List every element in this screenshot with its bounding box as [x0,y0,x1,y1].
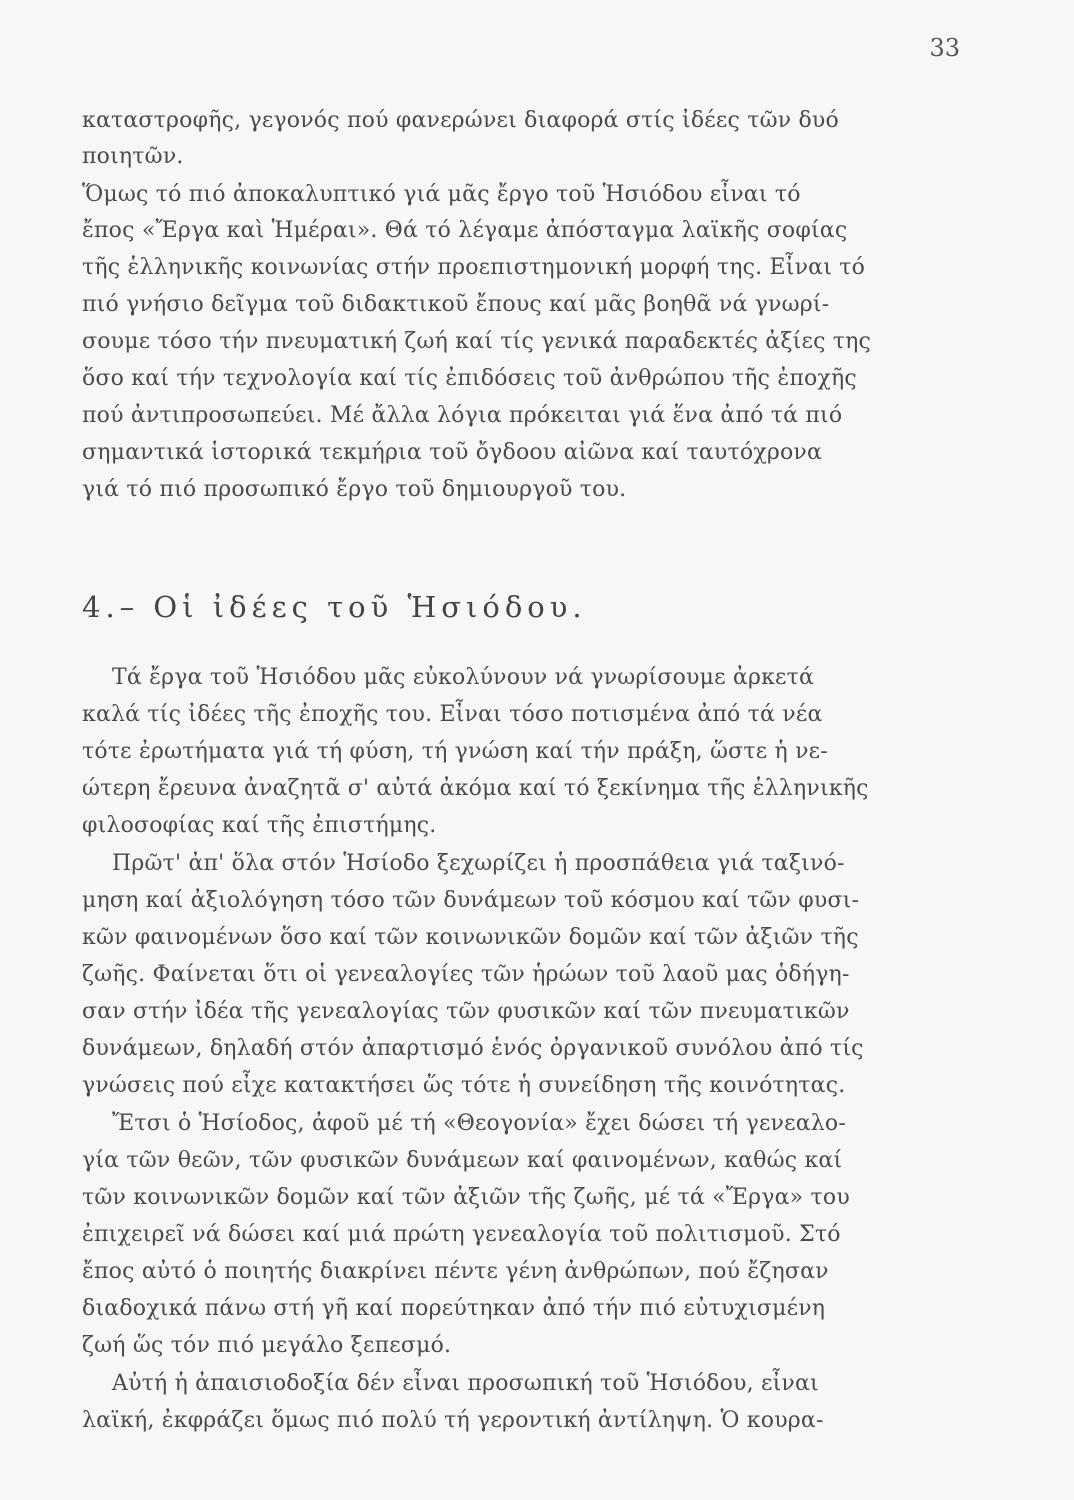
text-line: ζωή ὥς τόν πιό μεγάλο ξεπεσμό. [82,1333,452,1358]
text-line: σαν στήν ἰδέα τῆς γενεαλογίας τῶν φυσικῶν καί τῶν πνευματικῶν [82,999,850,1024]
text-line: γία τῶν θεῶν, τῶν φυσικῶν δυνάμεων καί φαινομένων, καθώς καί [82,1148,843,1173]
text-line: διαδοχικά πάνω στή γῆ καί πορεύτηκαν ἀπό τήν πιό εὐτυχισμένη [82,1296,826,1321]
text-line: σημαντικά ἱστορικά τεκμήρια τοῦ ὄγδοου αἰῶνα καί ταυτόχρονα [82,440,823,465]
text-line: γιά τό πιό προσωπικό ἔργο τοῦ δημιουργοῦ του. [82,477,627,502]
page-number: 33 [929,34,960,62]
text-line: ζωῆς. Φαίνεται ὅτι οἱ γενεαλογίες τῶν ἡρώων τοῦ λαοῦ μας ὁδήγη- [82,962,850,987]
text-line: Ἔτσι ὁ Ἡσίοδος, ἀφοῦ μέ τή «Θεογονία» ἔχει δώσει τή γενεαλο- [112,1111,847,1136]
text-line: τῶν κοινωνικῶν δομῶν καί τῶν ἀξιῶν τῆς ζωῆς, μέ τά «Ἔργα» του [82,1185,850,1210]
text-line: σουμε τόσο τήν πνευματική ζωή καί τίς γενικά παραδεκτές ἀξίες της [82,329,872,354]
text-line: καταστροφῆς, γεγονός πού φανερώνει διαφορά στίς ἰδέες τῶν δυό [82,108,839,133]
text-line: μηση καί ἀξιολόγηση τόσο τῶν δυνάμεων τοῦ κόσμου καί τῶν φυσι- [82,888,860,913]
text-line: ἔπος «Ἔργα καὶ Ἡμέραι». Θά τό λέγαμε ἀπόσταγμα λαϊκῆς σοφίας [82,218,848,243]
text-line: πού ἀντιπροσωπεύει. Μέ ἄλλα λόγια πρόκειται γιά ἕνα ἀπό τά πιό [82,403,843,428]
text-line: Αὐτή ἡ ἀπαισιοδοξία δέν εἶναι προσωπική τοῦ Ἡσιόδου, εἶναι [112,1371,819,1396]
text-line: γνώσεις πού εἶχε κατακτήσει ὥς τότε ἡ συνείδηση τῆς κοινότητας. [82,1073,846,1098]
text-line: φιλοσοφίας καί τῆς ἐπιστήμης. [82,813,437,838]
text-line: τότε ἐρωτήματα γιά τή φύση, τή γνώση καί τήν πράξη, ὥστε ἡ νε- [82,739,828,764]
text-line: ὅσο καί τήν τεχνολογία καί τίς ἐπιδόσεις τοῦ ἀνθρώπου τῆς ἐποχῆς [82,366,857,391]
text-line: κῶν φαινομένων ὅσο καί τῶν κοινωνικῶν δομῶν καί τῶν ἀξιῶν τῆς [82,925,859,950]
text-line: ώτερη ἔρευνα ἀναζητᾶ σ' αὐτά ἀκόμα καί τό ξεκίνημα τῆς ἑλληνικῆς [82,776,869,801]
text-line: καλά τίς ἰδέες τῆς ἐποχῆς του. Εἶναι τόσο ποτισμένα ἀπό τά νέα [82,702,823,727]
text-line: Πρῶτ' ἀπ' ὅλα στόν Ἡσίοδο ξεχωρίζει ἡ προσπάθεια γιά ταξινό- [112,851,845,876]
text-line: ποιητῶν. [82,144,184,169]
text-line: δυνάμεων, δηλαδή στόν ἀπαρτισμό ἑνός ὀργανικοῦ συνόλου ἀπό τίς [82,1036,864,1061]
section-heading: 4.– Οἱ ἰδέες τοῦ Ἡσιόδου. [82,590,587,624]
text-line: τῆς ἑλληνικῆς κοινωνίας στήν προεπιστημονική μορφή της. Εἶναι τό [82,255,866,280]
text-line: Ὅμως τό πιό ἀποκαλυπτικό γιά μᾶς ἔργο τοῦ Ἡσιόδου εἶναι τό [82,182,801,207]
text-line: Τά ἔργα τοῦ Ἡσιόδου μᾶς εὐκολύνουν νά γνωρίσουμε ἀρκετά [112,665,815,690]
text-line: ἔπος αὐτό ὁ ποιητής διακρίνει πέντε γένη ἀνθρώπων, πού ἔζησαν [82,1259,829,1284]
text-line: πιό γνήσιο δεῖγμα τοῦ διδακτικοῦ ἔπους καί μᾶς βοηθᾶ νά γνωρί- [82,292,830,317]
text-line: λαϊκή, ἐκφράζει ὅμως πιό πολύ τή γεροντική ἀντίληψη. Ὁ κουρα- [82,1408,824,1433]
text-line: ἐπιχειρεῖ νά δώσει καί μιά πρώτη γενεαλογία τοῦ πολιτισμοῦ. Στό [82,1222,841,1247]
